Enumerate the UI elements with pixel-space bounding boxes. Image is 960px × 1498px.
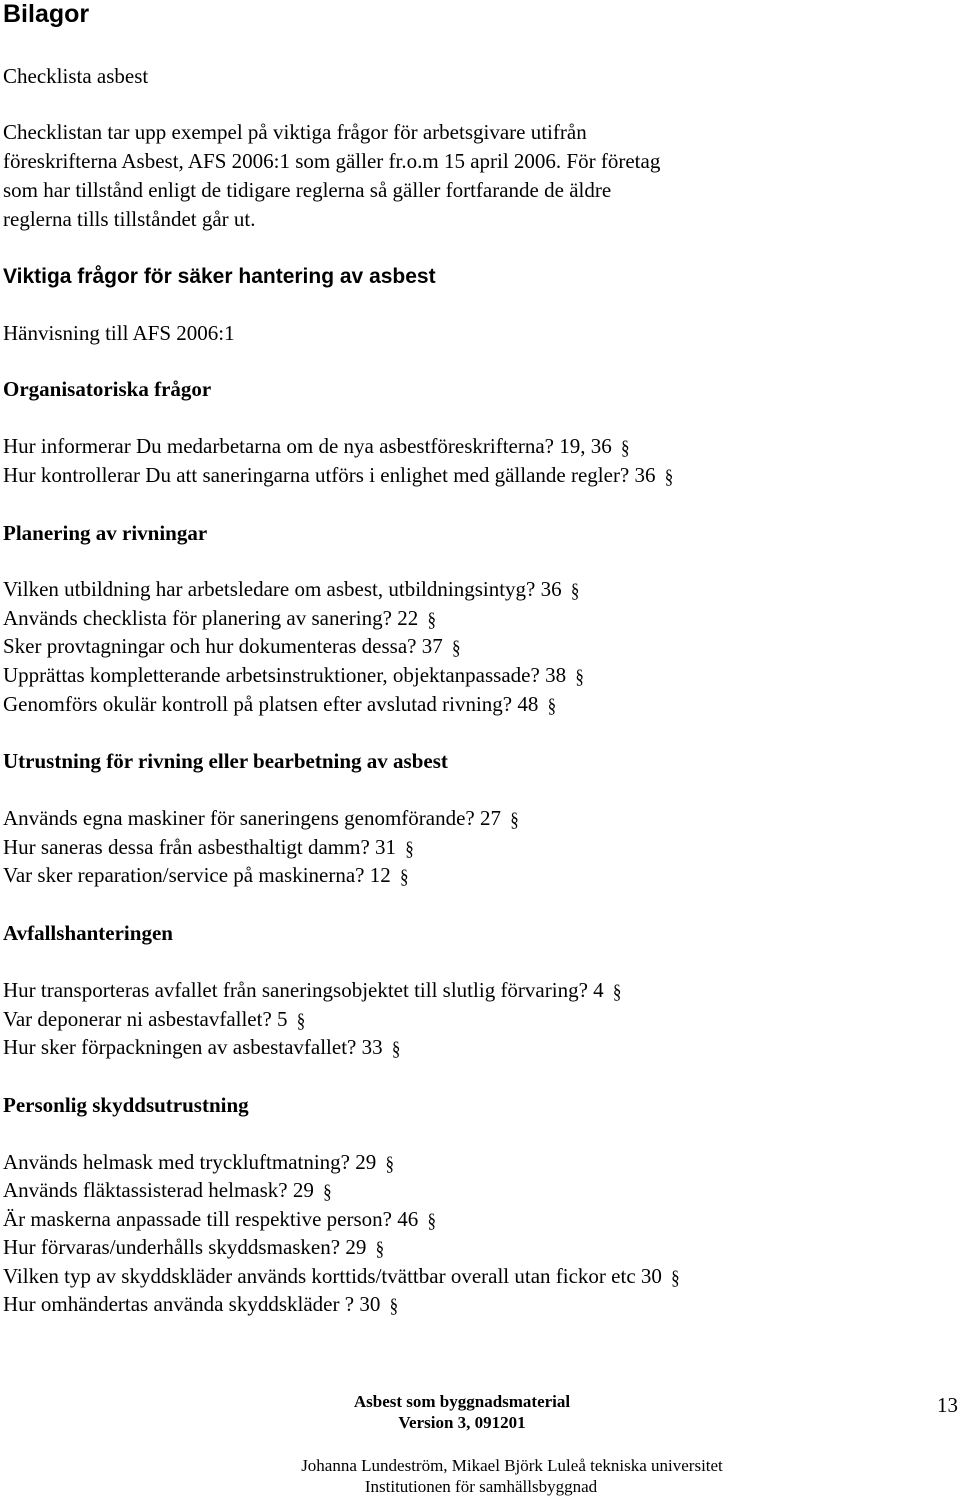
reference-number: 33 (361, 1035, 383, 1059)
reference-number: 22 (397, 606, 419, 630)
reference-number: 36 (540, 577, 562, 601)
section-heading: Utrustning för rivning eller bearbetning av asbest (3, 749, 448, 773)
question-text: Hur sker förpackningen av asbestavfallet? (3, 1035, 357, 1059)
paragraph-symbol: § (375, 1237, 385, 1260)
paragraph-symbol: § (570, 579, 580, 602)
paragraph-symbol: § (400, 865, 409, 888)
paragraph-symbol: § (389, 1294, 399, 1317)
question-text: Hur omhändertas använda skyddskläder ? (3, 1292, 355, 1316)
question-text: Var deponerar ni asbestavfallet? (3, 1007, 272, 1031)
list-item (3, 1233, 384, 1263)
list-item (3, 432, 630, 462)
page-title: Bilagor (3, 0, 90, 28)
question-text: Vilken typ av skyddskläder används korttids/tvättbar overall utan fickor etc (3, 1264, 636, 1288)
paragraph-symbol: § (427, 608, 436, 631)
list-item (3, 804, 519, 834)
list-item (3, 661, 584, 691)
question-text: Hur kontrollerar Du att saneringarna utförs i enlighet med gällande regler? (3, 463, 630, 487)
question-text: Upprättas kompletterande arbetsinstruktioner, objektanpassade? (3, 663, 540, 687)
list-item (3, 604, 436, 634)
list-item (3, 1205, 436, 1235)
paragraph-symbol: § (385, 1152, 395, 1175)
page-number: 13 (937, 1393, 958, 1417)
list-item (3, 1005, 305, 1035)
section-heading: Organisatoriska frågor (3, 377, 212, 401)
question-text: Används checklista för planering av sanering? (3, 606, 392, 630)
paragraph-symbol: § (664, 465, 674, 488)
intro-line: föreskrifterna Asbest, AFS 2006:1 som gäller fr.o.m 15 april 2006. För företag (3, 149, 661, 173)
paragraph-symbol: § (391, 1037, 401, 1060)
list-item (3, 461, 673, 491)
reference-number: 30 (359, 1292, 381, 1316)
question-text: Hur transporteras avfallet från saneringsobjektet till slutlig förvaring? (3, 978, 588, 1002)
paragraph-symbol: § (547, 694, 557, 717)
paragraph-symbol: § (510, 808, 519, 831)
footer-doc-title: Asbest som byggnadsmaterial (353, 1392, 571, 1411)
question-text: Genomförs okulär kontroll på platsen efter avslutad rivning? (3, 692, 513, 716)
question-text: Vilken utbildning har arbetsledare om asbest, utbildningsintyg? (3, 577, 536, 601)
intro-line: reglerna tills tillståndet går ut. (3, 207, 256, 231)
reference-number: 30 (640, 1264, 662, 1288)
list-item (3, 575, 579, 605)
question-text: Hur saneras dessa från asbesthaltigt damm? (3, 835, 370, 859)
paragraph-symbol: § (621, 436, 630, 459)
question-text: Hur förvaras/underhålls skyddsmasken? (3, 1235, 341, 1259)
list-item (3, 861, 409, 891)
question-text: Hur informerar Du medarbetarna om de nya asbestföreskrifterna? (3, 434, 555, 458)
intro-line: som har tillstånd enligt de tidigare reglerna så gäller fortfarande de äldre (3, 178, 612, 202)
list-item (3, 1290, 398, 1320)
list-item (3, 833, 414, 863)
reference-number: 38 (545, 663, 567, 687)
subtitle: Checklista asbest (3, 64, 149, 88)
reference-number: 5 (277, 1007, 288, 1031)
footer-institution: Institutionen för samhällsbyggnad (364, 1477, 598, 1496)
list-item (3, 1148, 394, 1178)
reference-number: 48 (517, 692, 539, 716)
paragraph-symbol: § (427, 1209, 436, 1232)
reference-number: 27 (480, 806, 502, 830)
question-text: Sker provtagningar och hur dokumenteras dessa? (3, 634, 417, 658)
reference-number: 12 (369, 863, 391, 887)
reference-number: 29 (292, 1178, 314, 1202)
section-heading: Personlig skyddsutrustning (3, 1093, 249, 1117)
paragraph-symbol: § (323, 1180, 332, 1203)
reference-number: 46 (397, 1207, 419, 1231)
list-item (3, 976, 621, 1006)
question-text: Används fläktassisterad helmask? (3, 1178, 288, 1202)
reference-number: 19, 36 (559, 434, 612, 458)
list-item (3, 1262, 680, 1292)
reference-number: 29 (355, 1150, 377, 1174)
list-item (3, 1176, 332, 1206)
reference-number: 36 (634, 463, 656, 487)
main-heading: Viktiga frågor för säker hantering av asbest (3, 265, 436, 288)
footer-version: Version 3, 091201 (398, 1413, 526, 1432)
paragraph-symbol: § (451, 636, 461, 659)
question-text: Används helmask med tryckluftmatning? (3, 1150, 351, 1174)
question-text: Är maskerna anpassade till respektive person? (3, 1207, 392, 1231)
section-heading: Planering av rivningar (3, 521, 208, 545)
paragraph-symbol: § (671, 1266, 680, 1289)
list-item (3, 690, 556, 720)
section-heading: Avfallshanteringen (3, 921, 173, 945)
paragraph-symbol: § (405, 837, 414, 860)
reference-number: 31 (375, 835, 397, 859)
list-item (3, 632, 460, 662)
reference-number: 37 (421, 634, 443, 658)
reference-note: Hänvisning till AFS 2006:1 (3, 321, 235, 345)
intro-line: Checklistan tar upp exempel på viktiga frågor för arbetsgivare utifrån (3, 120, 587, 144)
list-item (3, 1033, 400, 1063)
reference-number: 29 (345, 1235, 367, 1259)
paragraph-symbol: § (296, 1009, 306, 1032)
paragraph-symbol: § (612, 980, 622, 1003)
paragraph-symbol: § (575, 665, 584, 688)
question-text: Används egna maskiner för saneringens genomförande? (3, 806, 475, 830)
reference-number: 4 (593, 978, 604, 1002)
footer-authors: Johanna Lundeström, Mikael Björk Luleå tekniska universitet (301, 1456, 723, 1475)
question-text: Var sker reparation/service på maskinerna? (3, 863, 365, 887)
